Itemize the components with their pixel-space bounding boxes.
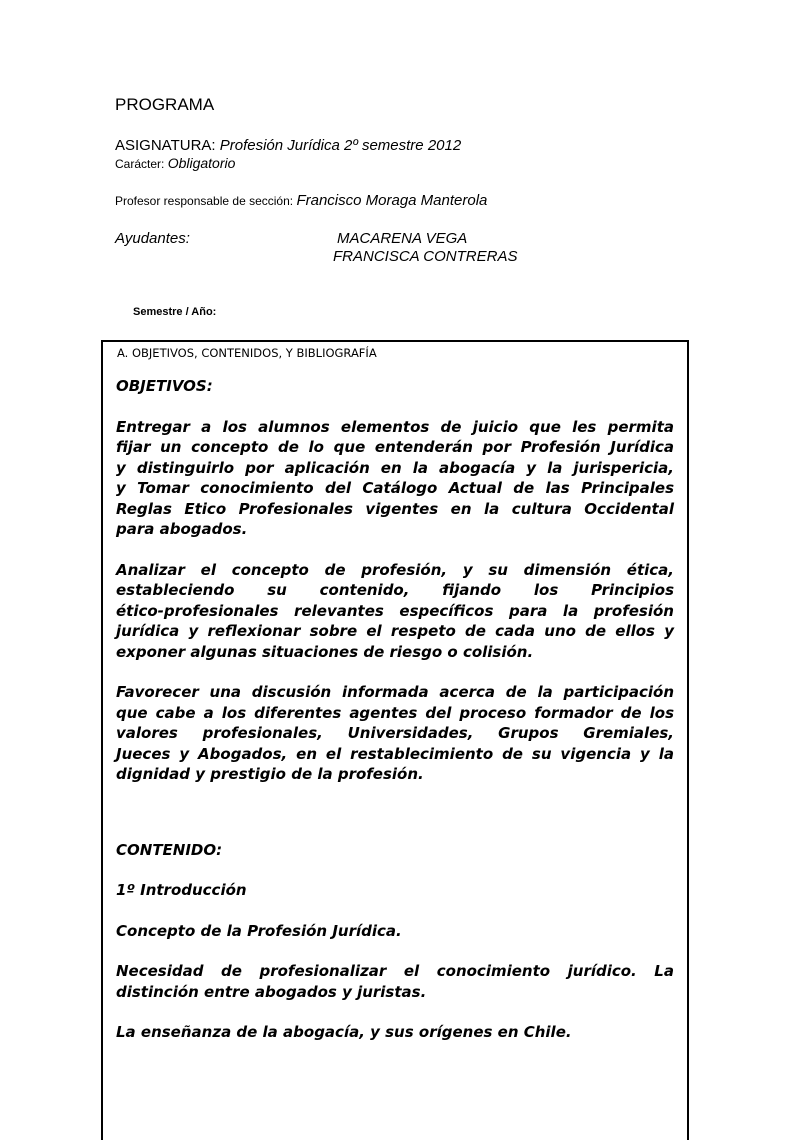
obj1-line: Entregar a los alumnos elementos de juicio que les permita <box>116 417 674 436</box>
obj3-line: Favorecer una discusión informada acerca de la participación <box>116 683 674 701</box>
objetivos-title: OBJETIVOS: <box>116 377 213 395</box>
semestre-label: Semestre / Año: <box>133 306 217 318</box>
asignatura-value: Profesión Jurídica 2º semestre 2012 <box>219 137 462 154</box>
obj1-line: Reglas Etico Profesionales vigentes en la cultura Occidental <box>116 499 674 518</box>
profesor-label: Profesor responsable de sección: <box>115 194 294 208</box>
content-body <box>116 376 674 1043</box>
obj2-line: ético-profesionales relevantes específicos para la profesión <box>116 601 674 620</box>
obj3-line: valores profesionales, Universidades, Grupos Gremiales, <box>116 724 674 742</box>
ayudantes-label: Ayudantes: <box>115 230 190 247</box>
obj2-line: exponer algunas situaciones de riesgo o colisión. <box>116 642 534 661</box>
profesor-value: Francisco Moraga Manterola <box>296 192 488 209</box>
asignatura-line <box>115 137 461 154</box>
necesidad-line: distinción entre abogados y juristas. <box>116 982 427 1001</box>
asignatura-label: ASIGNATURA: <box>115 137 216 154</box>
obj2-line: estableciendo su contenido, fijando los Principios <box>116 581 674 599</box>
obj1-line: para abogados. <box>116 520 248 538</box>
ensenanza-item: La enseñanza de la abogacía, y sus orígenes en Chile. <box>116 1023 572 1041</box>
intro-heading: 1º Introducción <box>116 881 247 899</box>
obj3-line: dignidad y prestigio de la profesión. <box>116 765 424 783</box>
ayudante-1: MACARENA VEGA <box>337 230 468 247</box>
content-box <box>101 340 689 1140</box>
obj2-line: Analizar el concepto de profesión, y su dimensión ética, <box>116 560 674 579</box>
ayudante-2: FRANCISCA CONTRERAS <box>333 248 518 265</box>
obj1-line: y Tomar conocimiento del Catálogo Actual de las Principales <box>116 479 674 497</box>
caracter-label: Carácter: <box>115 157 165 171</box>
obj3-line: que cabe a los diferentes agentes del proceso formador de los <box>116 703 674 722</box>
obj1-line: fijar un concepto de lo que entenderán por Profesión Jurídica <box>116 438 674 456</box>
page-title: PROGRAMA <box>115 95 215 114</box>
obj2-line: jurídica y reflexionar sobre el respeto de cada uno de ellos y <box>116 622 674 640</box>
profesor-line <box>115 192 487 209</box>
concepto-item: Concepto de la Profesión Jurídica. <box>116 921 402 940</box>
caracter-value: Obligatorio <box>167 155 236 171</box>
necesidad-line: Necesidad de profesionalizar el conocimiento jurídico. La <box>116 962 674 980</box>
caracter-line <box>115 155 235 171</box>
contenido-title: CONTENIDO: <box>116 840 223 859</box>
section-heading: A. OBJETIVOS, CONTENIDOS, Y BIBLIOGRAFÍA <box>117 346 377 360</box>
obj3-line: Jueces y Abogados, en el restablecimiento de su vigencia y la <box>116 744 674 763</box>
obj1-line: y distinguirlo por aplicación en la abogacía y la jurispericia, <box>116 458 674 477</box>
